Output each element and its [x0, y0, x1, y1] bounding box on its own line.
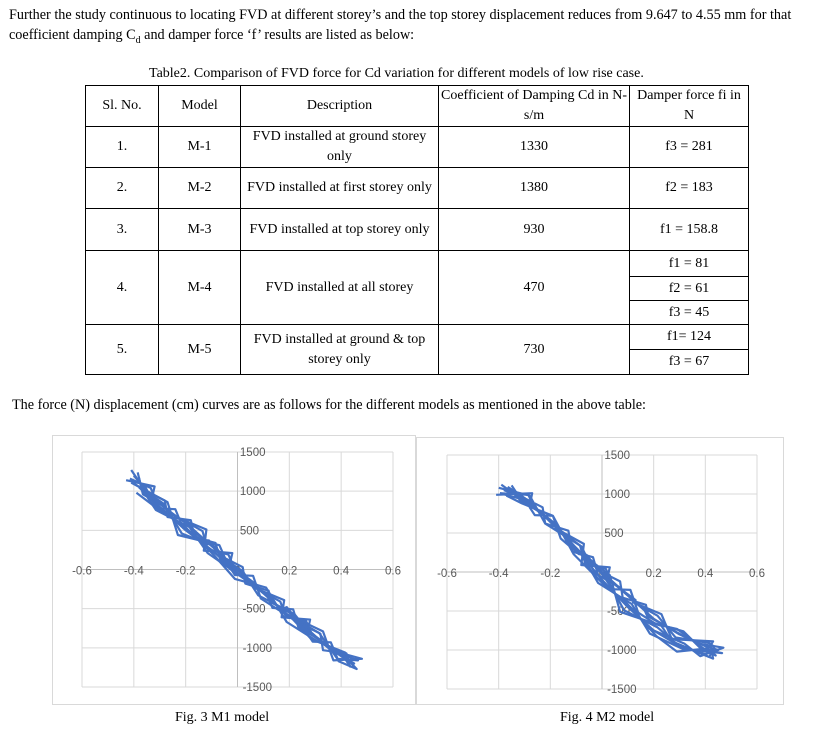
- x-tick-label: 0.4: [333, 565, 350, 578]
- table-row: [86, 325, 749, 375]
- table-row: [86, 251, 749, 325]
- curves-paragraph: The force (N) displacement (cm) curves are as follows for the different models as mentioned in the above table:: [12, 397, 646, 413]
- force-value: f3 = 45: [630, 300, 748, 324]
- cell-no: 1.: [86, 127, 159, 168]
- x-tick-label: 0.6: [385, 565, 401, 578]
- cell-no: 2.: [86, 168, 159, 209]
- cell-cd: 1380: [439, 168, 630, 209]
- intro-subscript: d: [135, 34, 141, 46]
- cell-desc: FVD installed at all storey: [241, 251, 439, 325]
- y-tick-label: 500: [604, 528, 624, 540]
- x-tick-label: 0.2: [281, 565, 298, 578]
- y-tick-label: 1500: [239, 447, 266, 459]
- cell-cd: 730: [439, 325, 630, 375]
- y-tick-label: 1500: [604, 450, 630, 462]
- cell-model: M-1: [159, 127, 241, 168]
- figure-caption-m2: Fig. 4 M2 model: [560, 710, 655, 725]
- table-header-row: [86, 86, 749, 127]
- chart-m1: [52, 435, 416, 710]
- cell-model: M-2: [159, 168, 241, 209]
- cell-model: M-4: [159, 251, 241, 325]
- cell-force: f1 = 158.8: [630, 209, 749, 251]
- cell-no: 3.: [86, 209, 159, 251]
- chart-m1-svg: [52, 435, 416, 705]
- x-tick-label: -0.4: [123, 565, 144, 578]
- y-tick-label: -1000: [607, 645, 637, 657]
- cell-cd: 1330: [439, 127, 630, 168]
- x-tick-label: -0.2: [540, 568, 561, 580]
- table-caption: Table2. Comparison of FVD force for Cd variation for different models of low rise case.: [149, 66, 644, 81]
- table-row: [86, 168, 749, 209]
- y-tick-label: -1500: [607, 684, 637, 696]
- cell-cd: 930: [439, 209, 630, 251]
- y-tick-label: -1000: [242, 642, 272, 655]
- cell-no: 5.: [86, 325, 159, 375]
- x-tick-label: 0: [598, 568, 606, 580]
- cell-force-multi: [630, 251, 749, 325]
- cell-model: M-3: [159, 209, 241, 251]
- cell-desc: FVD installed at ground storey only: [241, 127, 439, 168]
- cell-desc: FVD installed at first storey only: [241, 168, 439, 209]
- force-value: f1= 124: [666, 329, 712, 344]
- x-tick-label: -0.6: [72, 565, 92, 578]
- cell-force: f3 = 281: [630, 127, 749, 168]
- cell-cd: 470: [439, 251, 630, 325]
- cell-force-multi: [630, 325, 749, 375]
- force-value: f3 = 67: [630, 349, 748, 374]
- y-tick-label: 500: [239, 525, 259, 538]
- y-tick-label: -500: [606, 606, 630, 618]
- chart-m2: [416, 437, 784, 710]
- intro-text: Further the study continuous to locating FVD at different storey’s and the top storey displacement reduces from 9.647 to 4.55 mm for that coefficient damping C: [9, 7, 792, 43]
- cell-no: 4.: [86, 251, 159, 325]
- y-tick-label: -1500: [242, 682, 272, 694]
- x-tick-label: -0.6: [437, 568, 457, 580]
- x-tick-label: 0.4: [697, 568, 714, 580]
- force-value: f2 = 61: [630, 276, 748, 300]
- y-tick-label: 1000: [604, 489, 630, 501]
- force-value: f1 = 81: [668, 255, 710, 271]
- intro-tail: and damper force ‘f’ results are listed as below:: [140, 27, 415, 43]
- cell-desc: FVD installed at top storey only: [241, 209, 439, 251]
- cell-desc: FVD installed at ground & top storey only: [241, 325, 439, 375]
- cell-force: f2 = 183: [630, 168, 749, 209]
- intro-paragraph: [9, 5, 829, 51]
- chart-m2-svg: [416, 437, 784, 705]
- y-tick-label: -500: [242, 603, 266, 616]
- fvd-comparison-table: [85, 85, 749, 375]
- table-row: [86, 127, 749, 168]
- x-tick-label: -0.2: [175, 565, 196, 578]
- x-tick-label: 0.6: [749, 568, 765, 580]
- table-row: [86, 209, 749, 251]
- header-sl-no: Sl. No.: [86, 86, 159, 127]
- cell-model: M-5: [159, 325, 241, 375]
- header-description: Description: [241, 86, 439, 127]
- x-tick-label: -0.4: [488, 568, 509, 580]
- y-tick-label: 1000: [239, 486, 266, 499]
- figure-caption-m1: Fig. 3 M1 model: [175, 710, 270, 725]
- x-tick-label: 0: [234, 565, 241, 578]
- header-model: Model: [159, 86, 241, 127]
- x-tick-label: 0.2: [645, 568, 662, 580]
- header-force: Damper force fi in N: [630, 86, 749, 127]
- header-cd: Coefficient of Damping Cd in N-s/m: [439, 86, 630, 127]
